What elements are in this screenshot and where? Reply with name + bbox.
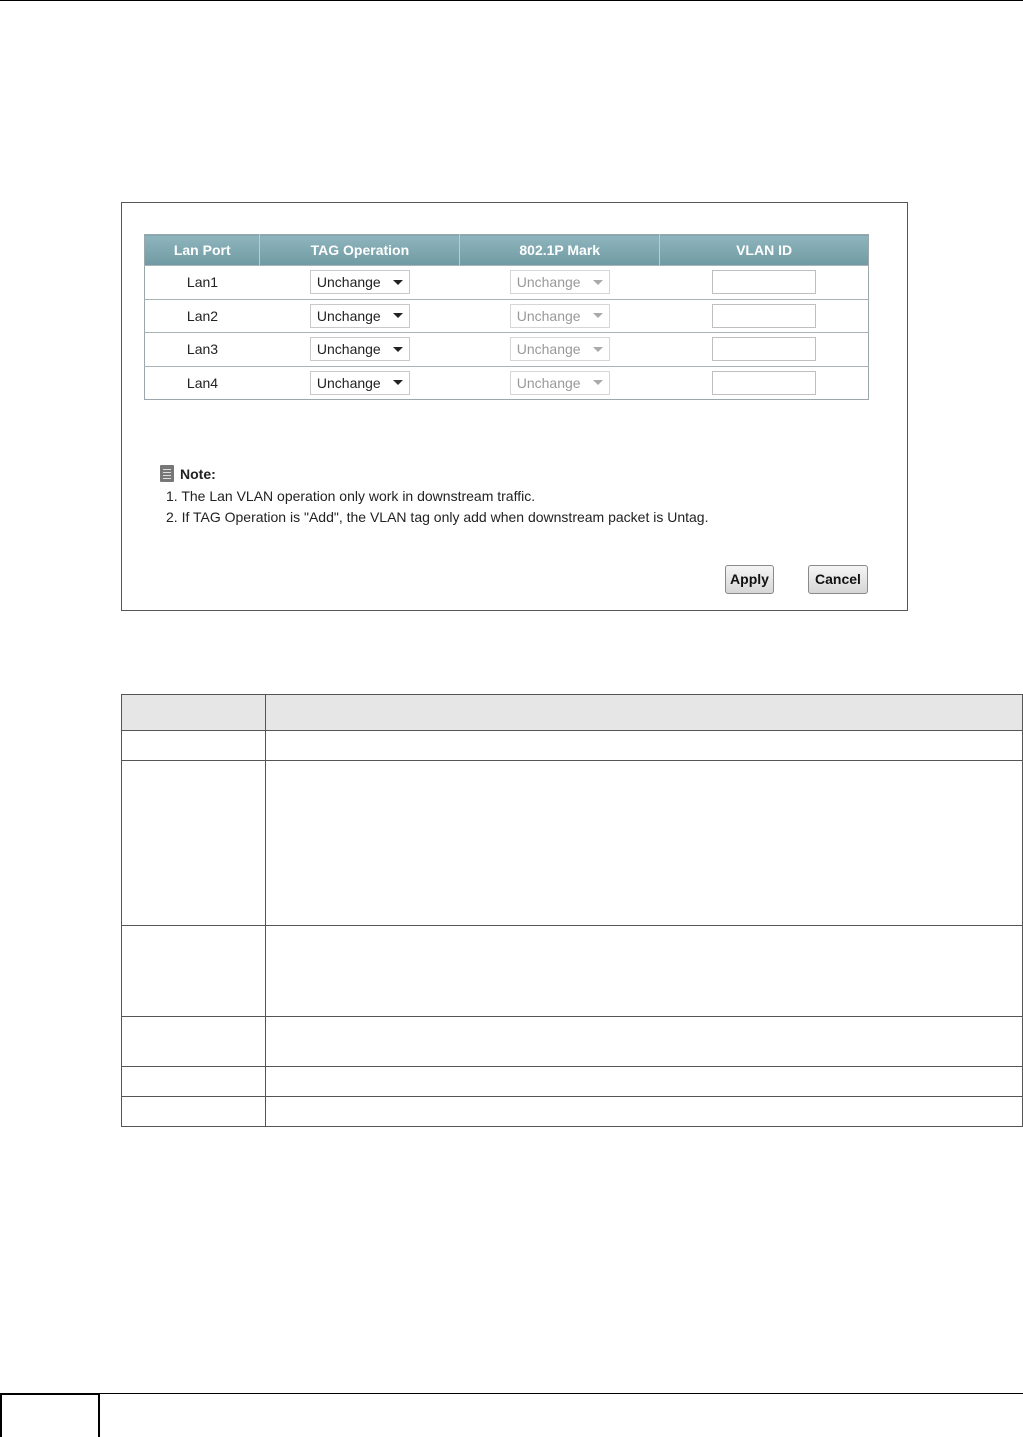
select-value: Unchange [316,307,381,324]
table-row [145,366,869,400]
table-row [145,266,869,300]
desc-text-cell [265,761,1022,926]
select-value: Unchange [516,274,581,291]
desc-label-cell [122,1017,266,1067]
chevron-down-icon [393,313,403,318]
chevron-down-icon [393,280,403,285]
chevron-down-icon [393,380,403,385]
field-description-table [121,694,1023,1127]
vlan-id-input[interactable] [712,337,816,361]
note-line: 2. If TAG Operation is "Add", the VLAN tag only add when downstream packet is Untag. [166,509,709,525]
table-row [145,333,869,367]
tag-operation-select[interactable] [310,270,410,294]
desc-text-cell [265,1097,1022,1127]
table-row [145,299,869,333]
vlan-id-input[interactable] [712,270,816,294]
note-line: 1. The Lan VLAN operation only work in downstream traffic. [166,488,536,504]
mark-select [510,270,610,294]
select-value: Unchange [516,307,581,324]
header-tag-operation: TAG Operation [260,235,460,266]
mark-select [510,304,610,328]
desc-label-cell [122,1097,266,1127]
footer-rule [100,1393,1023,1394]
desc-header-cell [265,695,1022,731]
cancel-button[interactable]: Cancel [808,565,868,594]
desc-label-cell [122,761,266,926]
table-header-row [145,235,869,266]
chevron-down-icon [393,347,403,352]
chevron-down-icon [593,313,603,318]
lan-vlan-screen [121,202,908,611]
desc-row [122,926,1023,1017]
lan-port-label: Lan3 [145,333,260,367]
desc-row [122,731,1023,761]
select-value: Unchange [316,341,381,358]
desc-label-cell [122,926,266,1017]
desc-row [122,1017,1023,1067]
note-heading [160,465,709,482]
chevron-down-icon [593,280,603,285]
desc-text-cell [265,1067,1022,1097]
select-value: Unchange [316,374,381,391]
lan-port-label: Lan1 [145,266,260,300]
select-value: Unchange [316,274,381,291]
lan-port-label: Lan2 [145,299,260,333]
desc-header-cell [122,695,266,731]
desc-label-cell [122,1067,266,1097]
lan-port-label: Lan4 [145,366,260,400]
desc-row [122,761,1023,926]
vlan-id-input[interactable] [712,304,816,328]
desc-header-row [122,695,1023,731]
select-value: Unchange [516,341,581,358]
tag-operation-select[interactable] [310,371,410,395]
tag-operation-select[interactable] [310,337,410,361]
desc-row [122,1067,1023,1097]
document-icon [160,465,174,482]
desc-text-cell [265,926,1022,1017]
page-number-box [0,1393,100,1437]
header-lan-port: Lan Port [145,235,260,266]
chevron-down-icon [593,347,603,352]
header-vlan-id: VLAN ID [660,235,869,266]
desc-row [122,1097,1023,1127]
apply-button[interactable]: Apply [725,565,774,594]
lan-vlan-table [144,234,869,400]
vlan-id-input[interactable] [712,371,816,395]
note-title: Note: [180,465,216,482]
select-value: Unchange [516,374,581,391]
desc-text-cell [265,1017,1022,1067]
desc-text-cell [265,731,1022,761]
chevron-down-icon [593,380,603,385]
tag-operation-select[interactable] [310,304,410,328]
desc-label-cell [122,731,266,761]
page-top-rule [0,0,1023,1]
header-8021p-mark: 802.1P Mark [460,235,660,266]
note-section [160,465,709,524]
mark-select [510,337,610,361]
mark-select [510,371,610,395]
